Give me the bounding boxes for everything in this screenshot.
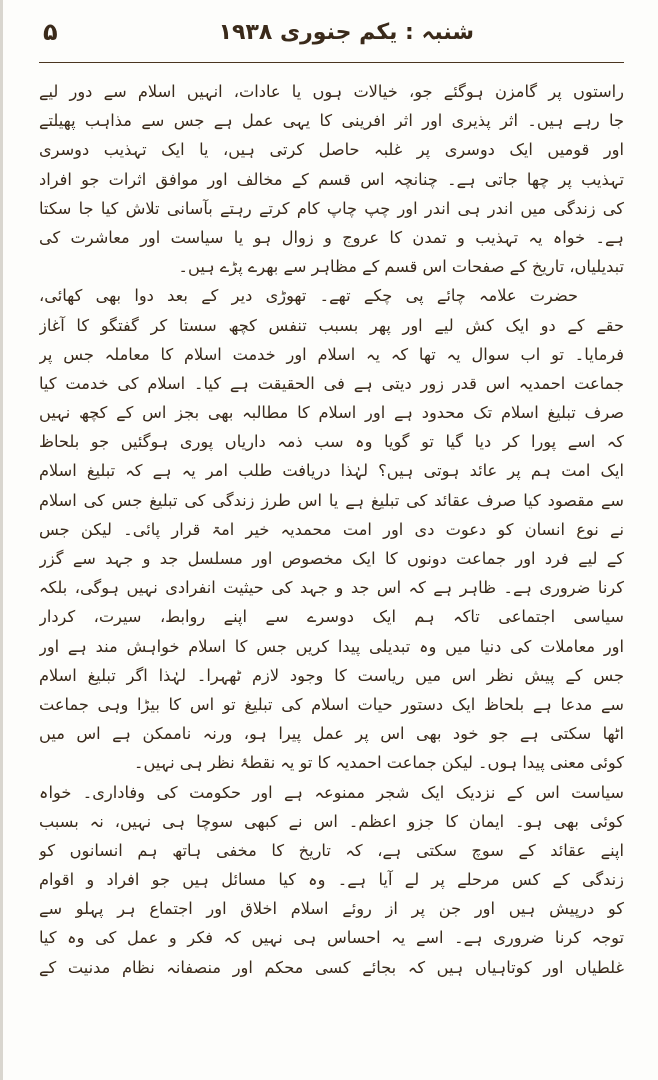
text-line: اور معاملات کی دنیا میں وہ تبدیلی پیدا کریں جس کا اسلام خواہش مند ہے اور (39, 636, 624, 656)
text-line: جا رہے ہیں۔ اثر پذیری اور اثر افرینی کا یہی عمل ہے جس سے مذاہب پھیلتے (39, 111, 624, 131)
text-line: فرمایا۔ تو اب سوال یہ تھا کہ یہ اسلام اور خدمت اسلام کا معاملہ جس پر (39, 344, 624, 364)
text-line: غلطیاں اور کوتاہیاں ہیں کہ بجائے کسی محکم اور منصفانہ نظام مدنیت کے (39, 957, 624, 977)
text-line: نے نوع انسان کو دعوت دی اور امت محمدیہ خیر امۃ قرار پائی۔ لیکن جس (39, 519, 624, 539)
body-text (39, 77, 624, 982)
page-header (39, 16, 624, 63)
text-line: کے لیے فرد اور جماعت دونوں کا ایک مخصوص اور مسلسل جد و جہد سے گزر (39, 549, 624, 568)
text-line: ایک امت ہم پر عائد ہوتی ہیں؟ لہٰذا دریافت طلب امر یہ ہے کہ تبلیغ اسلام (39, 461, 624, 481)
text-line: جماعت احمدیہ اس قدر زور دیتی ہے فی الحقیقت ہے کیا۔ اسلام کی خدمت کیا (39, 373, 624, 393)
text-line: سے مدعا ہے بلحاظ ایک دستور حیات اسلام کی تبلیغ تو اس کا بیڑا وہی جماعت (39, 694, 624, 714)
text-line: کو درپیش ہیں اور جن پر از روئے اسلام اخلاق اور اجتماع ہر پہلو سے (39, 899, 624, 919)
text-line: تہذیب پر چھا جاتی ہے۔ چنانچہ اس قسم کے مخالف اور موافق اثرات جو افراد (39, 169, 624, 189)
text-line: راستوں پر گامزن ہوگئے جو، خیالات ہوں یا عادات، انہیں اسلام سے دور لیے (39, 82, 624, 101)
page-number: ۵ (43, 18, 58, 46)
text-line: سیاسی اجتماعی تاکہ ہم ایک دوسرے سے اپنے روابط، سیرت، کردار (39, 607, 624, 627)
running-head: شنبہ : یکم جنوری ۱۹۳۸ (218, 20, 474, 45)
text-line: کوئی معنی پیدا ہوں۔ لیکن جماعت احمدیہ کا تو یہ نقطۂ نظر ہی نہیں۔ (133, 753, 624, 773)
text-line: جس کے پیش نظر اس میں ریاست کا وجود لازم ٹھہرا۔ لہٰذا اگر تبلیغ اسلام (39, 665, 624, 685)
text-line: سیاست اس کے نزدیک ایک شجر ممنوعہ ہے اور حکومت کی وفاداری۔ خواہ (39, 782, 624, 802)
text-line: زندگی کے کس مرحلے پر لے آیا ہے۔ وہ کیا مسائل ہیں جو افراد و اقوام (39, 870, 624, 890)
text-line: کرنا ضروری ہے۔ ظاہر ہے کہ اس جد و جہد کی حیثیت انفرادی نہیں ہوگی، بلکہ (39, 578, 624, 598)
text-line: صرف تبلیغ اسلام تک محدود ہے اور اسلام کا مطالبہ بھی بجز اس کے کچھ نہیں (39, 403, 624, 423)
text-line: کہ اسے پورا کر دیا گیا تو گویا وہ سب ذمہ داریاں پوری ہوگئیں جو بلحاظ (39, 432, 624, 452)
text-line: کوئی بھی ہو۔ ایمان کا جزو اعظم۔ اس نے کبھی سوچا ہی نہیں، نہ بسبب (39, 811, 624, 831)
text-line: حقے کے دو ایک کش لیے اور پھر بسبب تنفس کچھ سستا کر گفتگو کا آغاز (39, 315, 624, 335)
text-line: اور قومیں ایک دوسری پر غلبہ حاصل کرتی ہیں، یا ایک تہذیب دوسری (39, 140, 624, 160)
text-line: حضرت علامہ چائے پی چکے تھے۔ تھوڑی دیر کے بعد دوا بھی کھائی، (39, 286, 578, 306)
text-line: تبدیلیاں، تاریخ کے صفحات اس قسم کے مظاہر سے بھرے پڑے ہیں۔ (178, 257, 624, 277)
text-line: سے مقصود کیا صرف عقائد کی تبلیغ ہے یا اس طرز زندگی کی تبلیغ جس کی اسلام (39, 490, 624, 510)
text-line: اپنے عقائد کے سوچ سکتی ہے، کہ تاریخ کا مخفی ہاتھ ہم انسانوں کو (39, 840, 624, 860)
text-line: ہے۔ خواہ یہ تہذیب و تمدن کا عروج و زوال ہو یا سیاست اور معاشرت کی (39, 227, 624, 247)
text-line: توجہ کرنا ضروری ہے۔ اسے یہ احساس ہی نہیں کہ فکر و عمل کی وہ کیا (39, 928, 624, 948)
text-line: اٹھا سکتی ہے جو خود بھی اس پر عمل پیرا ہو، ورنہ ناممکن ہے اس میں (39, 724, 624, 744)
text-line: کی زندگی میں اندر ہی اندر اور چپ چاپ کام کرتے رہتے بآسانی تلاش کیا جا سکتا (39, 198, 624, 218)
